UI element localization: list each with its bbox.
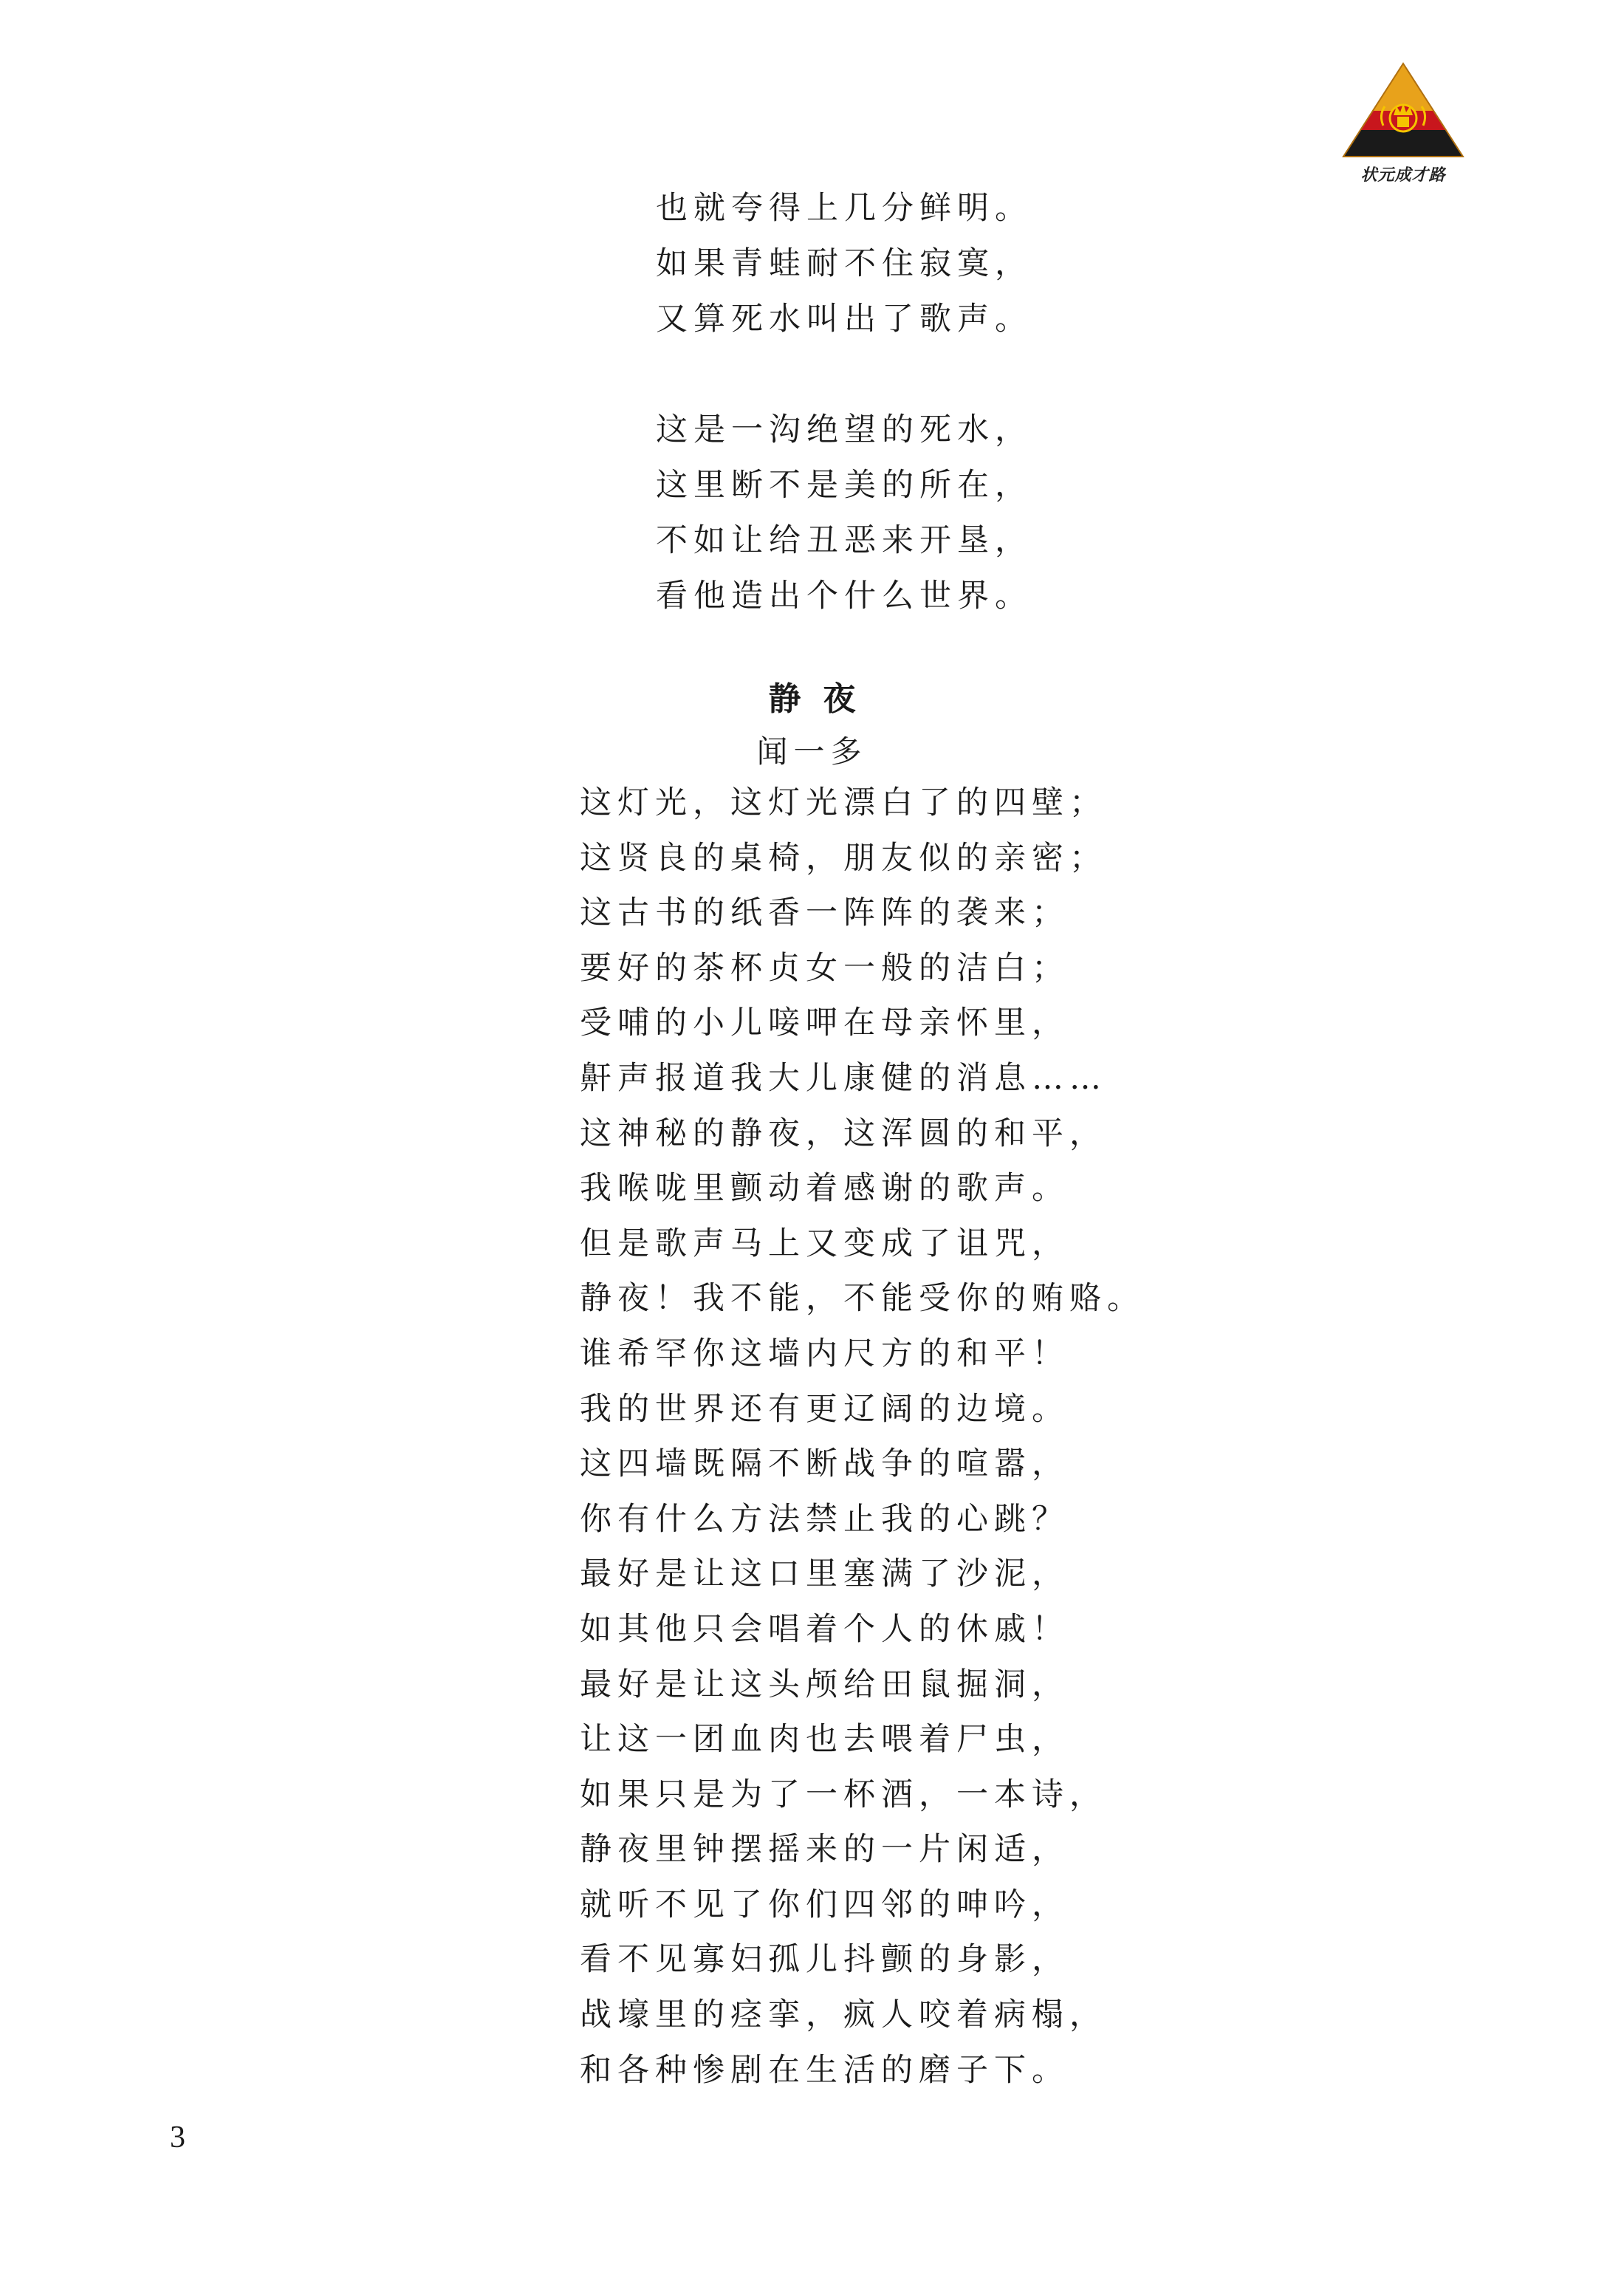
poem-line: 这神秘的静夜，这浑圆的和平，: [580, 1115, 1107, 1152]
poem-line: 但是歌声马上又变成了诅咒，: [580, 1225, 1069, 1262]
poem-line: 这古书的纸香一阵阵的袭来；: [580, 894, 1069, 932]
stanza-2: [656, 403, 1032, 624]
poem-line: 最好是让这口里塞满了沙泥，: [580, 1556, 1069, 1593]
poem-line: 静夜！我不能，不能受你的贿赂。: [580, 1280, 1145, 1318]
page-number: 3: [170, 2121, 185, 2155]
poem-line: 我的世界还有更辽阔的边境。: [580, 1390, 1069, 1428]
poem-line: 如果青蛙耐不住寂寞，: [656, 245, 1032, 282]
poem-line: 谁希罕你这墙内尺方的和平！: [580, 1335, 1069, 1372]
poem-line: 这四墙既隔不断战争的喧嚣，: [580, 1445, 1069, 1483]
poem-body: [580, 776, 1145, 2098]
poem-line: 要好的茶杯贞女一般的洁白；: [580, 949, 1069, 987]
poem-title: 静夜: [768, 680, 878, 718]
logo-text: 状元成才路: [1360, 166, 1446, 185]
stanza-1: [656, 181, 1032, 347]
poem-line: 又算死水叫出了歌声。: [656, 301, 1032, 338]
poem-line: 这是一沟绝望的死水，: [656, 411, 1032, 448]
poem-line: 和各种惨剧在生活的磨子下。: [580, 2051, 1069, 2089]
poem-line: 不如让给丑恶来开垦，: [656, 522, 1032, 559]
poem-line: 这灯光，这灯光漂白了的四壁；: [580, 784, 1107, 821]
poem-line: 看不见寡妇孤儿抖颤的身影，: [580, 1941, 1069, 1979]
poem-line: 我喉咙里颤动着感谢的歌声。: [580, 1170, 1069, 1208]
poem-line: 战壕里的痉挛，疯人咬着病榻，: [580, 1996, 1107, 2034]
poem-line: 这贤良的桌椅，朋友似的亲密；: [580, 839, 1107, 877]
poem-line: 让这一团血肉也去喂着尸虫，: [580, 1721, 1069, 1759]
poem-author: 闻一多: [756, 733, 868, 770]
poem-line: 这里断不是美的所在，: [656, 467, 1032, 504]
poem-line: 鼾声报道我大儿康健的消息……: [580, 1059, 1107, 1097]
poem-line: 你有什么方法禁止我的心跳？: [580, 1500, 1069, 1538]
poem-line: 受哺的小儿唼呷在母亲怀里，: [580, 1005, 1069, 1042]
poem-line: 就听不见了你们四邻的呻吟，: [580, 1886, 1069, 1923]
publisher-logo: [1340, 61, 1466, 185]
poem-line: 最好是让这头颅给田鼠掘洞，: [580, 1666, 1069, 1703]
poem-line: 如其他只会唱着个人的休戚！: [580, 1610, 1069, 1648]
poem-line: 看他造出个什么世界。: [656, 578, 1032, 615]
poem-line: 静夜里钟摆摇来的一片闲适，: [580, 1831, 1069, 1869]
poem-line: 如果只是为了一杯酒，一本诗，: [580, 1776, 1107, 1813]
crown-triangle-emblem-icon: [1340, 61, 1466, 160]
poem-line: 也就夸得上几分鲜明。: [656, 190, 1032, 227]
